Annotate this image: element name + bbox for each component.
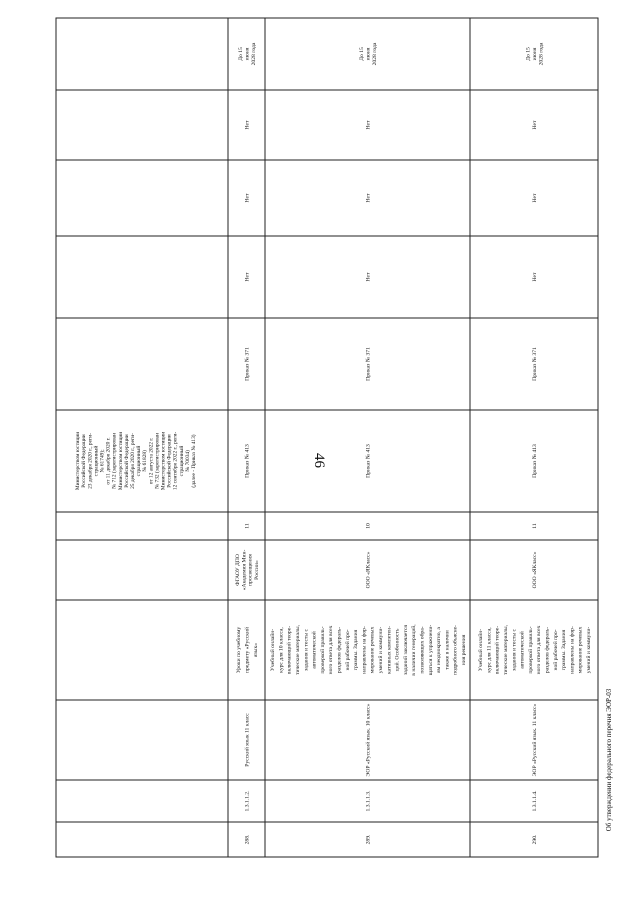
cell-name	[244, 713, 251, 767]
cell-grade-line: 11	[532, 523, 538, 529]
cell-description-line: щаться к упражнени-	[427, 624, 434, 676]
cell-developer	[532, 551, 538, 588]
order-note-line: № 61749);	[99, 449, 106, 473]
cell-col_b-line: Нет	[532, 193, 538, 203]
cell-description-line: граммы. Задания	[353, 629, 360, 671]
order-note-line: Министерством юстиции	[160, 431, 167, 491]
cell-order	[366, 444, 372, 478]
cell-deadline	[238, 42, 257, 65]
cell-description-line: направлены на фор-	[361, 626, 368, 674]
cell-grade-line: 11	[244, 523, 251, 529]
cell-order-line: Приказ № 413	[365, 444, 372, 478]
order-note-line: № 712 (зарегистрирован	[111, 433, 118, 489]
cell-order-line: Приказ № 413	[532, 444, 538, 478]
cell-description-line: ной рабочей про-	[344, 629, 351, 671]
order-note-line: 12 сентября 2022 г., реги-	[172, 431, 179, 491]
cell-deadline-line: До 15	[525, 47, 532, 61]
order-note-line: № 61828)	[142, 450, 149, 472]
cell-developer-line: ООО «ЯКласс»	[365, 551, 372, 589]
cell-col_c	[245, 120, 251, 130]
cell-description-line: разделов федераль-	[336, 626, 343, 674]
cell-description-line: Уроки по учебному	[236, 626, 243, 674]
order-note-line: 25 декабря 2020 г., реги-	[129, 433, 136, 489]
cell-description-line: позволяющих обра-	[419, 626, 426, 674]
cell-developer-line: ООО «ЯКласс»	[532, 551, 538, 589]
cell-deadline-line: До 15	[359, 47, 366, 61]
cell-developer-line: ФГАОУ ДПО	[234, 554, 241, 586]
cell-col_a	[366, 272, 372, 282]
cell-description-line: проверкой правиль-	[319, 626, 326, 674]
cell-description-line: курс для 10 класса,	[278, 627, 285, 673]
cell-col_a	[532, 272, 538, 282]
cell-order	[245, 444, 251, 478]
cell-description-line: заданий заключается	[402, 625, 409, 675]
cell-description	[477, 624, 592, 675]
cell-no	[366, 834, 372, 844]
cell-developer-line: «Академия Мин-	[241, 549, 248, 591]
cell-order	[532, 444, 538, 478]
cell-deadline	[526, 42, 545, 65]
cell-no	[245, 834, 251, 844]
cell-description-line: направлены на фор-	[569, 626, 576, 674]
cell-description	[269, 624, 467, 676]
cell-col_a-line: Нет	[244, 272, 251, 282]
order-note-line: Российской Федерации	[123, 434, 130, 488]
cell-col_b	[532, 193, 538, 203]
cell-description-line: умений и коммуни-	[377, 626, 384, 674]
cell-description-line: граммы. Задания	[561, 629, 568, 671]
cell-description-line: ций. Особенность	[394, 628, 401, 672]
cell-deadline-line: 2028 года	[371, 42, 378, 66]
cell-name-line: ЭОР «Русский язык. 11 класс»	[532, 703, 538, 777]
cell-description-line: ного ответа для всех	[536, 625, 543, 675]
cell-no	[532, 834, 538, 844]
order-note-line: Министерством юстиции	[75, 431, 82, 491]
cell-description-line: мирование речевых	[577, 626, 584, 674]
cell-col_a	[245, 272, 251, 282]
cell-col_b	[245, 193, 251, 203]
order-note-line: 23 декабря 2020 г., реги-	[87, 433, 94, 489]
footnote	[605, 688, 613, 831]
cell-description-line: также в наличии	[444, 630, 451, 670]
cell-description-line: задания и тесты с	[303, 628, 310, 672]
cell-col_c	[532, 120, 538, 130]
order-note-line: № 732 (зарегистрирован	[154, 433, 161, 489]
cell-developer-line: России»	[254, 560, 261, 580]
cell-description-line: включающий теоре-	[494, 625, 501, 675]
cell-description-line: разделов федераль-	[544, 626, 551, 674]
cell-name	[365, 703, 372, 776]
cell-col_a-line: Нет	[532, 272, 538, 282]
cell-grade-line: 10	[365, 523, 372, 529]
cell-developer-line: просвещения	[247, 554, 254, 586]
cell-description-line: ной рабочей про-	[552, 629, 559, 671]
cell-deadline	[359, 42, 378, 65]
cell-description-line: тические материалы,	[502, 625, 509, 675]
cell-col_c-line: Нет	[244, 120, 251, 130]
cell-description-line: ния решения	[460, 634, 467, 666]
cell-grade	[532, 523, 538, 529]
cell-description-line: ям неоднократно, а	[436, 627, 443, 673]
cell-description-line: проверкой правиль-	[527, 626, 534, 674]
cell-col_b-line: Нет	[365, 193, 372, 203]
cell-description-line: мирование речевых	[369, 626, 376, 674]
cell-description-line: курс для 11 класса,	[486, 627, 493, 673]
cell-code-line: 1.3.1.1.3.	[365, 790, 372, 812]
order-note-line: № 70034)	[184, 450, 191, 472]
cell-col_c	[366, 120, 372, 130]
cell-col_b-line: Нет	[244, 193, 251, 203]
cell-no-line: 290.	[532, 834, 538, 845]
footnote-line: Об утверждении федерального перечня ЭОР-03	[605, 688, 613, 832]
cell-deadline-line: До 15	[238, 47, 245, 61]
cell-description-line: язык»	[252, 642, 259, 658]
order-note-line: страционный	[178, 445, 185, 477]
cell-description-line: Учебный онлайн-	[270, 628, 277, 672]
cell-code-line: 1.3.1.1.2.	[244, 790, 251, 812]
cell-no-line: 288.	[244, 834, 251, 845]
cell-description	[235, 627, 259, 674]
cell-code	[532, 790, 538, 812]
cell-description-line: подробного объясне-	[452, 625, 459, 675]
cell-deadline-line: 2028 года	[538, 42, 545, 66]
cell-order2	[366, 347, 372, 381]
cell-description-line: Учебный онлайн-	[478, 628, 485, 672]
cell-order-line: Приказ № 413	[244, 444, 251, 478]
cell-description-line: в наличии генераций,	[411, 624, 418, 676]
cell-description-line: ного ответа для всех	[328, 625, 335, 675]
cell-deadline-line: июня	[244, 47, 251, 61]
cell-description-line: задания и тесты с	[511, 628, 518, 672]
table-border	[56, 18, 598, 857]
cell-developer	[366, 551, 372, 588]
cell-no-line: 289.	[365, 834, 372, 845]
cell-description-line: тические материалы,	[294, 625, 301, 675]
cell-col_c-line: Нет	[532, 120, 538, 130]
order-note-line: (далее - Приказ № 413)	[190, 434, 197, 488]
cell-name-line: Русский язык 11 класс	[244, 713, 251, 767]
page-number: 46	[311, 453, 327, 468]
cell-order2-line: Приказ № 371	[532, 347, 538, 381]
cell-code	[366, 790, 372, 812]
order-note-line: от 11 декабря 2020 г.	[105, 437, 112, 485]
cell-name-line: ЭОР «Русский язык. 10 класс»	[365, 703, 372, 777]
cell-name	[531, 703, 538, 776]
cell-grade	[366, 523, 372, 529]
cell-order2	[245, 347, 251, 381]
table-text-layer	[75, 42, 613, 844]
cell-deadline-line: июня	[365, 47, 372, 61]
cell-order2-line: Приказ № 371	[244, 347, 251, 381]
cell-col_c-line: Нет	[365, 120, 372, 130]
cell-deadline-line: 2028 года	[250, 42, 257, 66]
order-note-line: от 12 августа 2022 г.	[148, 437, 155, 485]
order-note-line: Российской Федерации	[81, 434, 88, 488]
order-note	[75, 432, 197, 490]
cell-description-line: автоматической	[519, 631, 526, 669]
cell-description-line: включающий теоре-	[286, 625, 293, 675]
order-note-line: Российской Федерации	[166, 434, 173, 488]
cell-col_a-line: Нет	[365, 272, 372, 282]
cell-code	[245, 790, 251, 812]
cell-order2	[532, 347, 538, 381]
cell-grade	[245, 523, 251, 529]
order-note-line: страционный	[93, 445, 100, 477]
order-note-line: Министерством юстиции	[117, 431, 124, 491]
cell-description-line: автоматической	[311, 631, 318, 669]
cell-description-line: умений и коммуни-	[585, 626, 592, 674]
cell-col_b	[366, 193, 372, 203]
cell-code-line: 1.3.1.1.4.	[532, 790, 538, 812]
cell-order2-line: Приказ № 371	[365, 347, 372, 381]
cell-deadline-line: июня	[532, 47, 538, 61]
cell-description-line: кативных компетен-	[386, 626, 393, 674]
cell-description-line: предмету «Русский	[244, 626, 251, 674]
cell-developer	[235, 550, 260, 591]
order-note-line: страционный	[136, 445, 143, 477]
